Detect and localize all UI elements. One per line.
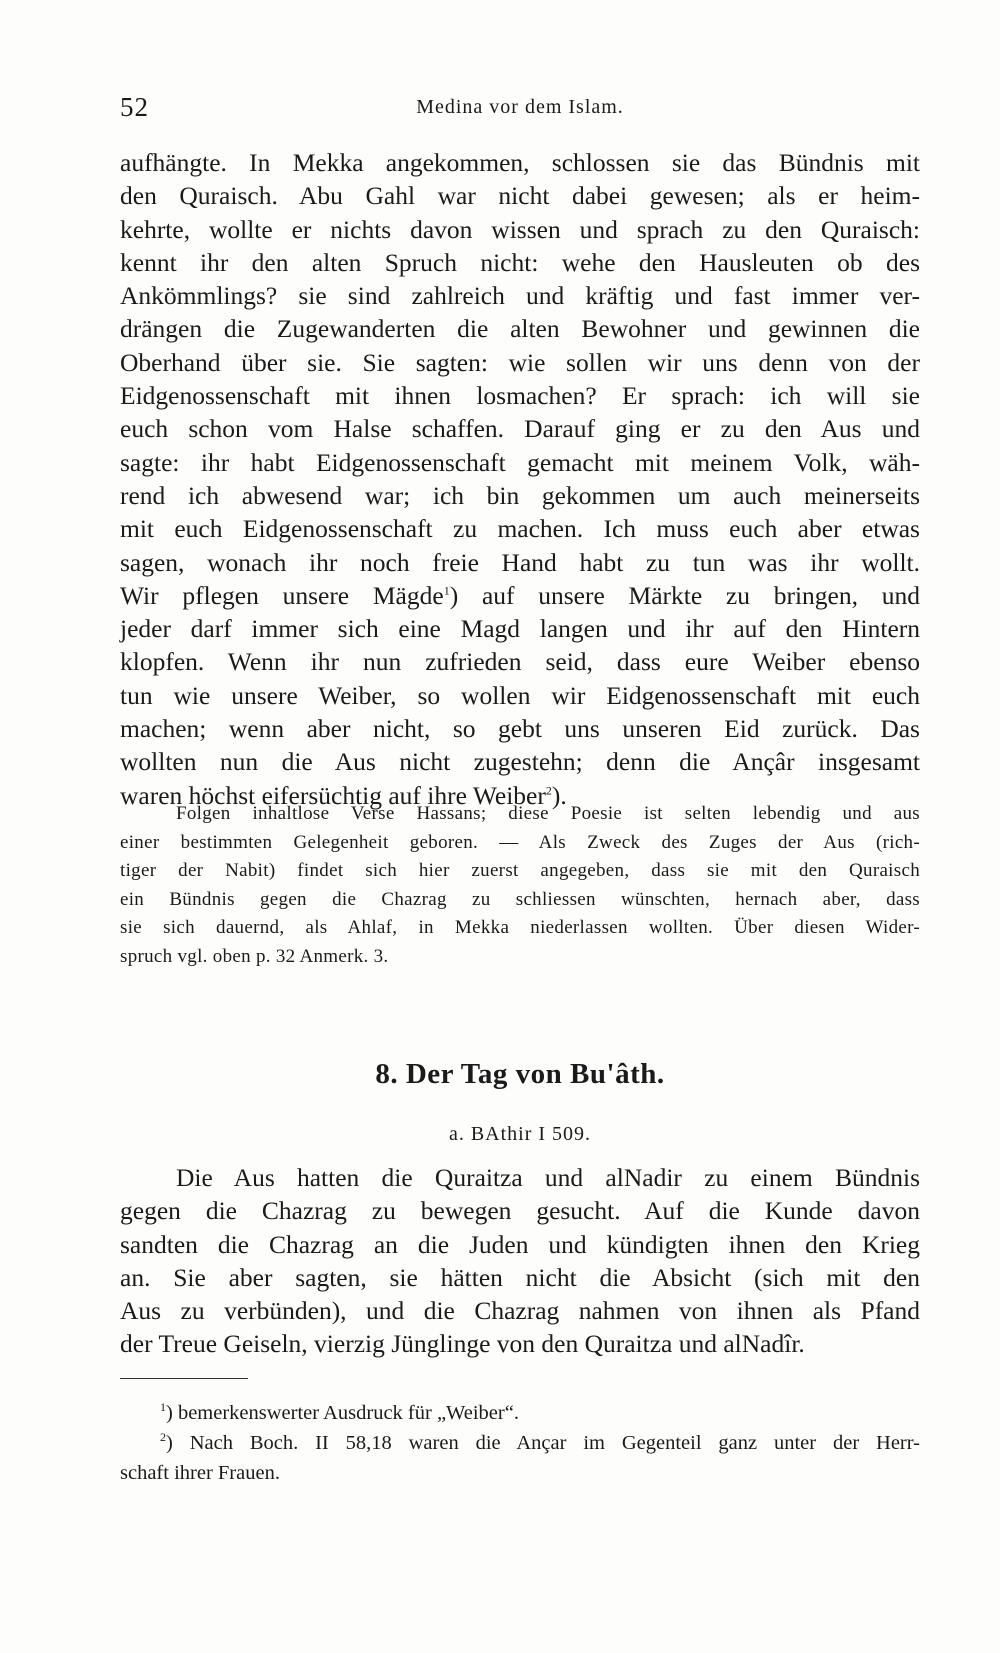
text-line: drängen die Zugewanderten die alten Bewohner und gewinnen die [120, 314, 920, 344]
page-header [120, 92, 920, 128]
running-title: Medina vor dem Islam. [416, 96, 624, 118]
footnotes-block [120, 1398, 920, 1488]
note-line: einer bestimmten Gelegenheit geboren. — Als Zweck des Zuges der Aus (rich- [120, 831, 920, 853]
footnote-text: Nach Boch. II 58,18 waren die Ançar im Gegenteil ganz unter der Herr- [189, 1432, 920, 1454]
text-line: jeder darf immer sich eine Magd langen und ihr auf den Hintern [120, 614, 920, 644]
text-line: sandten die Chazrag an die Juden und kündigten ihnen den Krieg [120, 1229, 920, 1259]
note-line: tiger der Nabit) findet sich hier zuerst angegeben, dass sie mit den Quraisch [120, 860, 920, 882]
footnote-ref-1[interactable]: 1 [443, 583, 450, 598]
text-line: gegen die Chazrag zu bewegen gesucht. Auf die Kunde davon [120, 1196, 920, 1226]
text-line: sagte: ihr habt Eidgenossenschaft gemacht mit meinem Volk, wäh- [120, 447, 920, 477]
text-line: euch schon vom Halse schaffen. Darauf ging er zu den Aus und [120, 414, 920, 444]
text-line: den Quraisch. Abu Gahl war nicht dabei gewesen; als er heim- [120, 181, 920, 211]
note-line: sie sich dauernd, als Ahlaf, in Mekka niederlassen wollten. Über diesen Wider- [120, 917, 920, 939]
footnote-mark-close: ) [166, 1432, 173, 1454]
footnote-mark-close: ) [166, 1402, 173, 1424]
footnote-2 [120, 1428, 920, 1458]
text-line: machen; wenn aber nicht, so gebt uns unseren Eid zurück. Das [120, 714, 920, 744]
text-line: Aus zu verbünden), und die Chazrag nahmen von ihnen als Pfand [120, 1296, 920, 1326]
text-line: tun wie unsere Weiber, so wollen wir Eidgenossenschaft mit euch [120, 680, 920, 710]
text-line: klopfen. Wenn ihr nun zufrieden seid, dass eure Weiber ebenso [120, 647, 920, 677]
text-line: Ankömmlings? sie sind zahlreich und kräftig und fast immer ver- [120, 281, 920, 311]
note-line: spruch vgl. oben p. 32 Anmerk. 3. [120, 945, 389, 967]
text-line: Oberhand über sie. Sie sagten: wie sollen wir uns denn von der [120, 347, 920, 377]
footnote-ref-2[interactable]: 2 [545, 783, 552, 798]
section-heading: 8. Der Tag von Bu'âth. [375, 1058, 665, 1090]
text-segment: Wir pflegen unsere Mägde [120, 580, 444, 610]
footnote-mark-2: 2 [160, 1430, 166, 1445]
text-line: rend ich abwesend war; ich bin gekommen um auch meinerseits [120, 480, 920, 510]
section-text-block [120, 1161, 920, 1361]
text-line: der Treue Geiseln, vierzig Jünglinge von den Quraitza und alNadîr. [120, 1329, 805, 1359]
footnote-text: bemerkenswerter Ausdruck für „Weiber“. [177, 1402, 519, 1424]
text-line: an. Sie aber sagten, sie hätten nicht die Absicht (sich mit den [120, 1262, 920, 1292]
text-line: Die Aus hatten die Quraitza und alNadir zu einem Bündnis [176, 1163, 920, 1192]
text-line: wollten nun die Aus nicht zugestehn; denn die Ançâr insgesamt [120, 747, 920, 777]
note-line: ein Bündnis gegen die Chazrag zu schliessen wünschten, hernach aber, dass [120, 888, 920, 910]
footnote-text-line: schaft ihrer Frauen. [120, 1462, 280, 1484]
text-segment: waren höchst eifersüchtig auf ihre Weiber [120, 780, 546, 810]
main-text-block [120, 146, 920, 812]
text-line: Eidgenossenschaft mit ihnen losmachen? Er sprach: ich will sie [120, 381, 920, 411]
section-source: a. BAthir I 509. [448, 1123, 592, 1145]
text-line: mit euch Eidgenossenschaft zu machen. Ich muss euch aber etwas [120, 514, 920, 544]
text-line: aufhängte. In Mekka angekommen, schlossen sie das Bündnis mit [120, 148, 920, 177]
text-line: sagen, wonach ihr noch freie Hand habt zu tun was ihr wollt. [120, 547, 920, 577]
text-segment: auf unsere Märkte zu bringen, und [481, 580, 920, 610]
footnote-ref-close: ) [449, 580, 459, 610]
footnote-separator [120, 1378, 248, 1379]
note-line: Folgen inhaltlose Verse Hassans; diese Poesie ist selten lebendig und aus [176, 803, 920, 824]
text-line-with-footnote-1 [120, 579, 920, 612]
footnote-1 [120, 1398, 920, 1428]
text-line: kehrte, wollte er nichts davon wissen und sprach zu den Quraisch: [120, 214, 920, 244]
text-line: kennt ihr den alten Spruch nicht: wehe den Hausleuten ob des [120, 247, 920, 277]
editor-note-block [120, 800, 920, 972]
page-number: 52 [120, 92, 149, 122]
footnote-ref-close: ). [551, 780, 567, 810]
footnote-mark-1: 1 [160, 1400, 166, 1415]
